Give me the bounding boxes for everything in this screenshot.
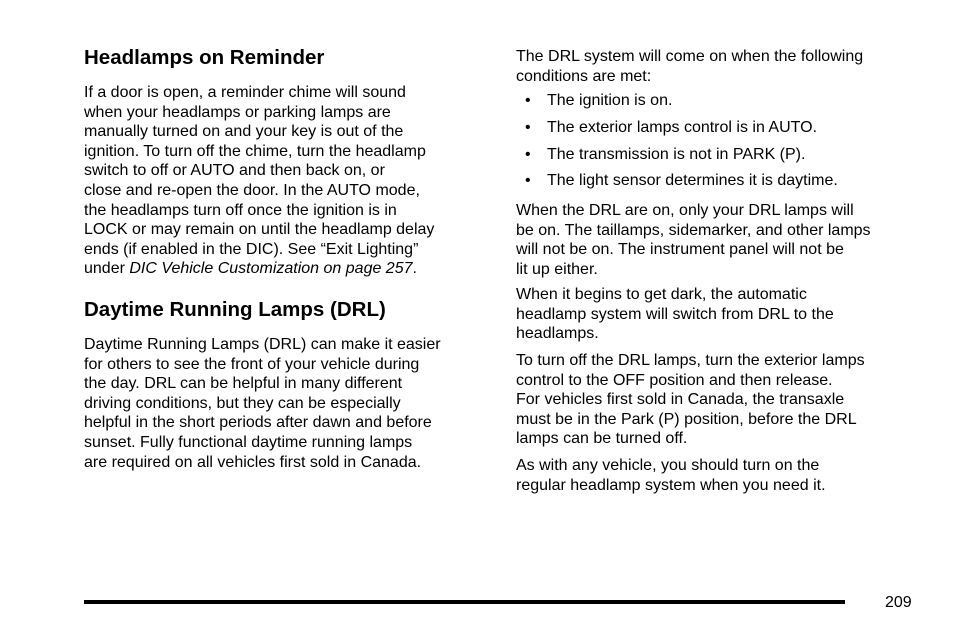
bullet-icon: •	[525, 92, 531, 109]
list-item-text: The light sensor determines it is daytime.	[547, 172, 838, 190]
bullet-icon: •	[525, 118, 531, 136]
list-item	[516, 145, 838, 172]
list-item-text: The transmission is not in PARK (P).	[547, 145, 806, 163]
headlamps-reminder-text: If a door is open, a reminder chime will sound when your headlamps or parking lamps are manually turned on and your key is out of the ignition. To turn off the chime, turn the headlamp switch to off or AUTO and then back on, or close and re-open the door. In the AUTO mode, the headlamps turn off once the ignition is in LOCK or may remain on until the headlamp delay ends (if enabled in the DIC). See “Exit Lighting” under	[84, 84, 435, 278]
drl-conditions-intro: The DRL system will come on when the following conditions are met:	[516, 48, 864, 85]
turn-off-drl-paragraph: To turn off the DRL lamps, turn the exterior lamps control to the OFF position and then release. For vehicles first sold in Canada, the transaxle must be in the Park (P) position, before the DRL lamps can be turned off.	[516, 352, 865, 448]
reminder-period: .	[412, 260, 417, 278]
drl-on-paragraph: When the DRL are on, only your DRL lamps will be on. The taillamps, sidemarker, and other lamps will not be on. The instrument panel will not be lit up either.	[516, 202, 871, 278]
footer-rule	[84, 600, 845, 604]
list-item-text: The ignition is on.	[547, 92, 673, 109]
drl-heading: Daytime Running Lamps (DRL)	[84, 298, 386, 321]
bullet-icon: •	[525, 145, 531, 163]
list-item	[516, 91, 838, 118]
list-item	[516, 171, 838, 198]
list-item	[516, 118, 838, 145]
bullet-icon: •	[525, 172, 531, 190]
drl-description-paragraph: Daytime Running Lamps (DRL) can make it easier for others to see the front of your vehicle during the day. DRL can be helpful in many different driving conditions, but they can be especially helpful in the short periods after dawn and before sunset. Fully functional daytime running lamps are required on all vehicles first sold in Canada.	[84, 336, 441, 471]
headlamps-reminder-paragraph	[84, 83, 434, 279]
drl-conditions-list	[516, 91, 838, 198]
headlamps-reminder-heading: Headlamps on Reminder	[84, 46, 325, 69]
any-vehicle-paragraph: As with any vehicle, you should turn on the regular headlamp system when you need it.	[516, 457, 826, 494]
getting-dark-paragraph: When it begins to get dark, the automatic headlamp system will switch from DRL to the headlamps.	[516, 286, 834, 343]
list-item-text: The exterior lamps control is in AUTO.	[547, 118, 818, 136]
page-number: 209	[885, 594, 912, 611]
dic-customization-reference: DIC Vehicle Customization on page 257	[129, 260, 413, 278]
